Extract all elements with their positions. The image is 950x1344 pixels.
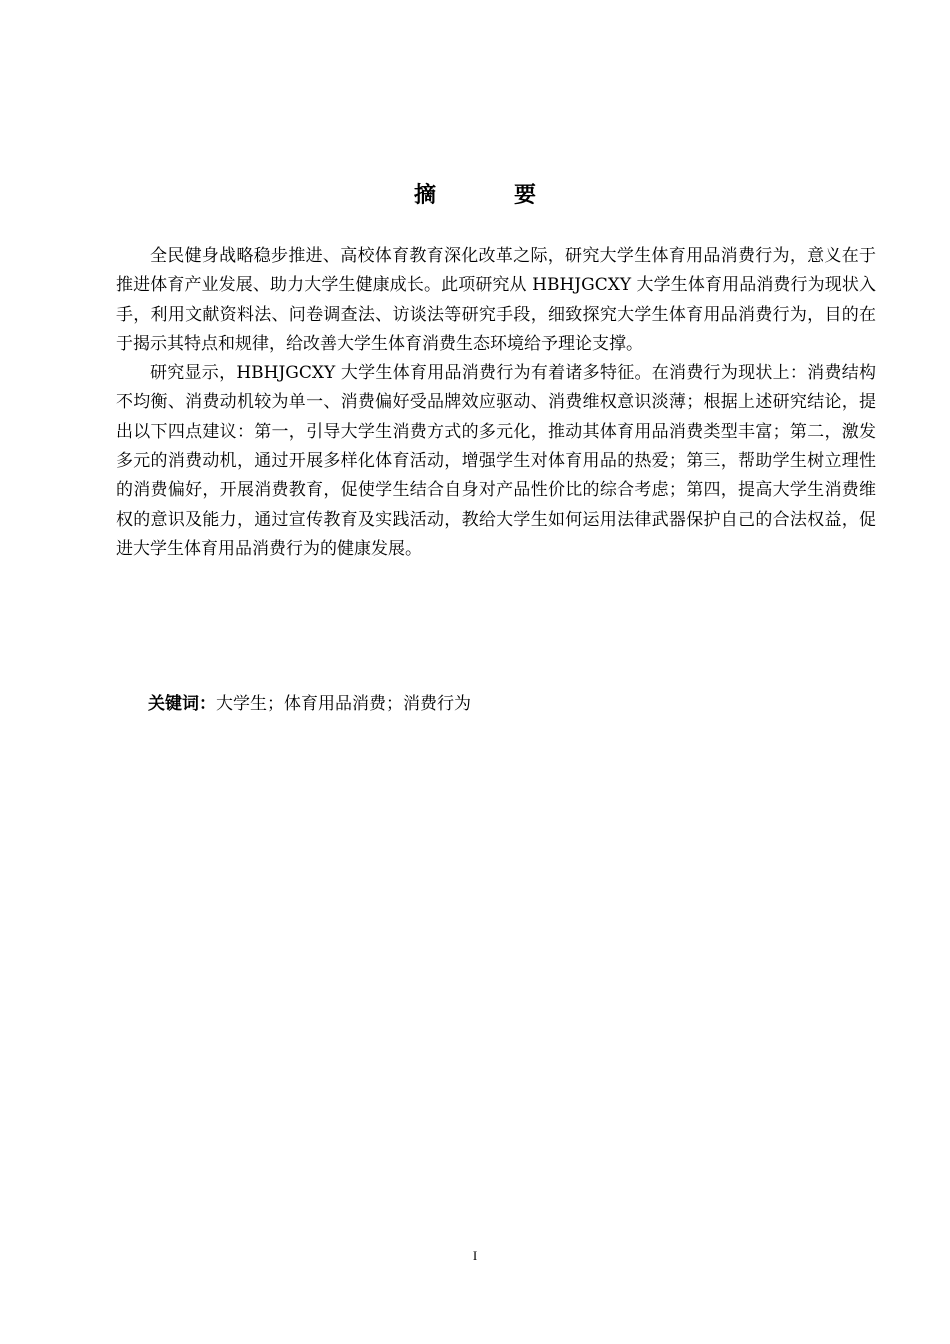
abstract-body [116,242,876,564]
keywords-value: 大学生；体育用品消费；消费行为 [216,694,471,714]
keywords-label: 关键词： [148,694,216,714]
keywords-line [148,690,471,719]
page-number: I [472,1248,478,1263]
abstract-paragraph-1: 全民健身战略稳步推进、高校体育教育深化改革之际，研究大学生体育用品消费行为，意义在于推进体育产业发展、助力大学生健康成长。此项研究从 HBHJGCXY 大学生体育用品消费行为现状入手，利用文献资料法、问卷调查法、访谈法等研究手段，细致探究大学生体育用品消费行为，目的在于揭示其特点和规律，给改善大学生体育消费生态环境给予理论支撑。 [116,246,876,354]
abstract-title: 摘 要 [413,183,572,208]
abstract-paragraph-2: 研究显示，HBHJGCXY 大学生体育用品消费行为有着诸多特征。在消费行为现状上：消费结构不均衡、消费动机较为单一、消费偏好受品牌效应驱动、消费维权意识淡薄；根据上述研究结论，提出以下四点建议：第一，引导大学生消费方式的多元化，推动其体育用品消费类型丰富；第二，激发多元的消费动机，通过开展多样化体育活动，增强学生对体育用品的热爱；第三，帮助学生树立理性的消费偏好，开展消费教育，促使学生结合自身对产品性价比的综合考虑；第四，提高大学生消费维权的意识及能力，通过宣传教育及实践活动，教给大学生如何运用法律武器保护自己的合法权益，促进大学生体育用品消费行为的健康发展。 [116,363,876,559]
